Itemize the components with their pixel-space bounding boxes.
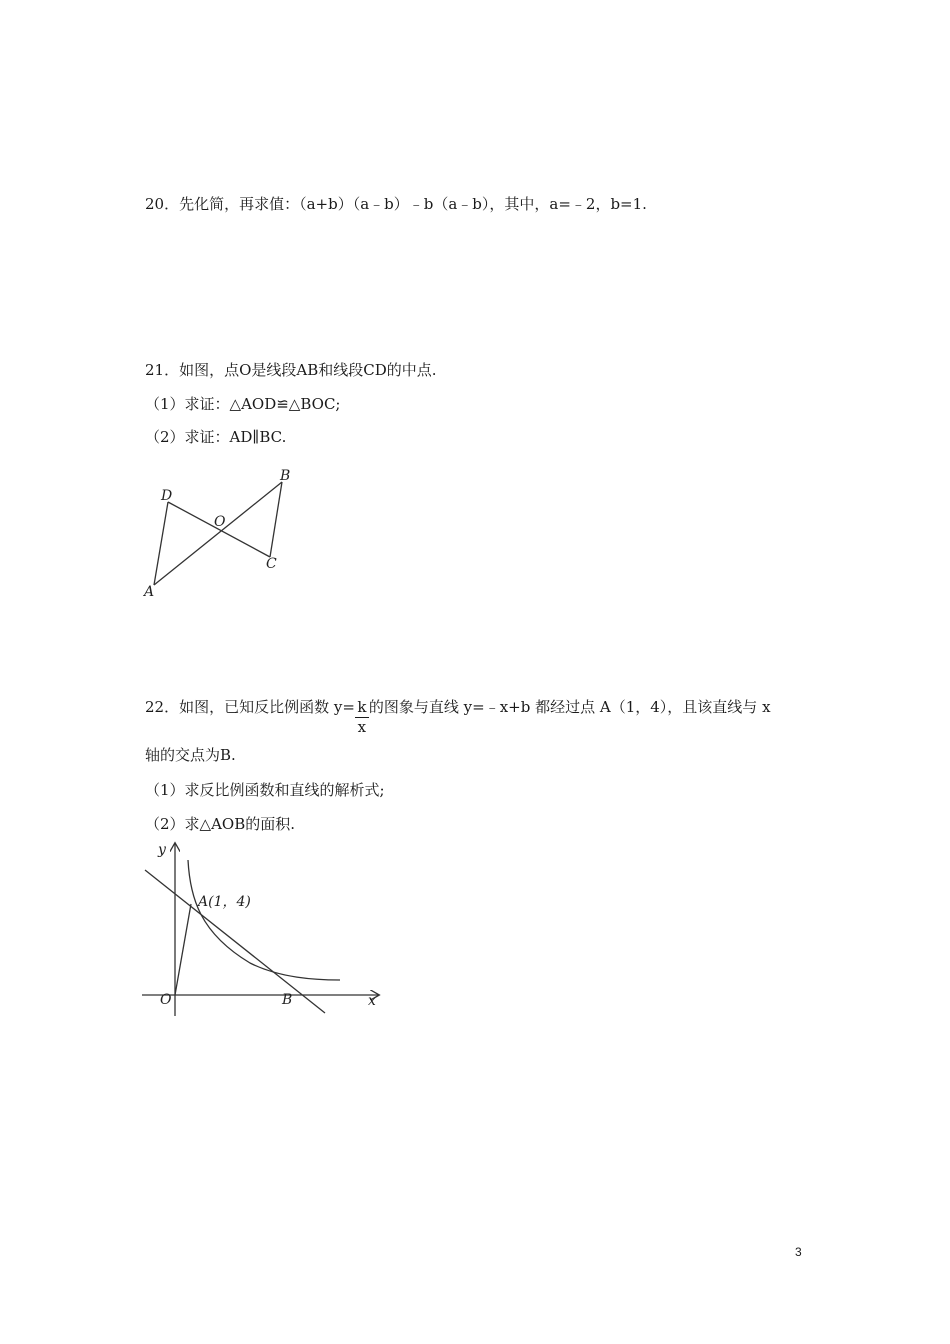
question-22-figure	[140, 838, 390, 1023]
hyperbola-curve	[188, 860, 340, 980]
fraction-numerator: k	[357, 698, 367, 716]
fraction-k-over-x	[355, 697, 369, 736]
figure-lines	[154, 482, 282, 585]
point-b-label: B	[282, 992, 293, 1008]
question-21-stem: 21．如图，点O是线段AB和线段CD的中点.	[145, 361, 437, 379]
stem-part-a: 22．如图，已知反比例函数 y=	[145, 698, 355, 716]
segment-oa	[175, 904, 191, 995]
y-axis-label: y	[158, 842, 166, 858]
question-22-part2: （2）求△AOB的面积.	[145, 815, 296, 833]
label-a: A	[144, 584, 155, 600]
question-21-part1: （1）求证：△AOD≌△BOC;	[145, 395, 341, 413]
origin-label: O	[160, 992, 172, 1008]
question-22-stem	[145, 697, 771, 736]
x-axis-label: x	[368, 993, 376, 1009]
point-a-label: A(1，4)	[198, 894, 251, 910]
question-20: 20．先化简，再求值：（a+b）（a﹣b）﹣b（a﹣b），其中，a=﹣2，b=1.	[145, 195, 647, 213]
question-21-part2: （2）求证：AD∥BC.	[145, 428, 287, 446]
question-22-part1: （1）求反比例函数和直线的解析式;	[145, 781, 385, 799]
label-o: O	[214, 514, 226, 530]
stem-part-b: 的图象与直线 y=﹣x+b 都经过点 A（1，4），且该直线与 x	[368, 698, 771, 716]
line-graph	[145, 870, 325, 1013]
label-b: B	[280, 468, 291, 484]
label-c: C	[266, 556, 277, 572]
fraction-denominator: x	[357, 718, 367, 736]
label-d: D	[161, 488, 173, 504]
question-21-figure	[140, 460, 310, 600]
page-number: 3	[795, 1245, 802, 1259]
question-22-stem-continued: 轴的交点为B.	[145, 746, 236, 764]
